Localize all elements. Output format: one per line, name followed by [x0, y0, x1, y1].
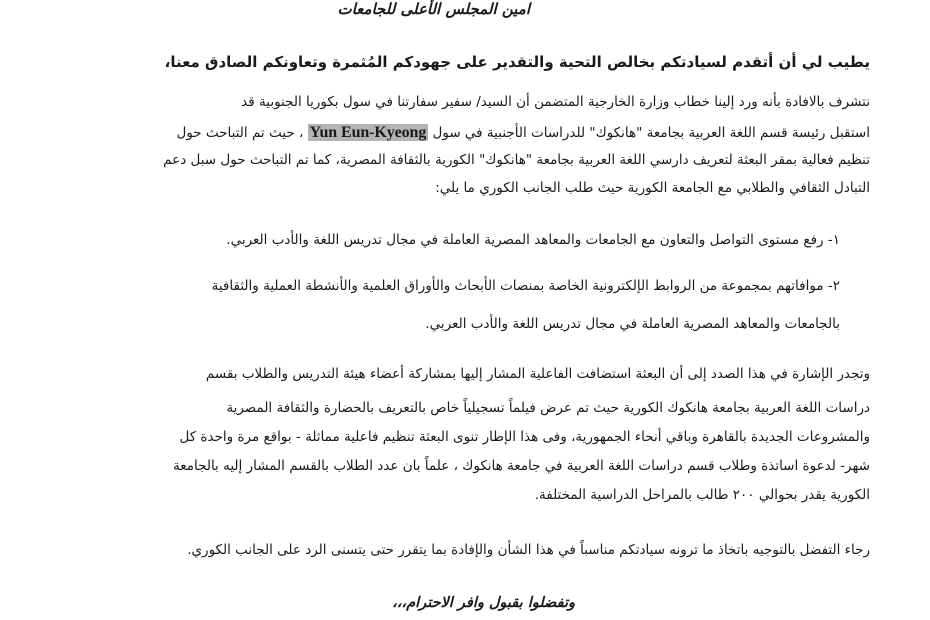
- paragraph1-line2-end: ، حيث تم التباحث حول: [176, 125, 304, 141]
- closing-line: وتفضلوا بقبول وافر الاحترام،،،: [392, 595, 575, 611]
- paragraph1-line4: التبادل الثقافي والطلابي مع الجامعة الكورية حيث طلب الجانب الكوري ما يلي:: [435, 180, 870, 196]
- request-item-2-line2: بالجامعات والمعاهد المصرية العاملة في مجال تدريس اللغة والأدب العربي.: [425, 316, 840, 332]
- paragraph1-line2: [177, 125, 870, 141]
- paragraph2-line2: دراسات اللغة العربية بجامعة هانكوك الكورية حيث تم عرض فيلماً تسجيلياً خاص بالتعريف بالحضارة والثقافة المصرية: [226, 400, 870, 416]
- request-item-2-line1: ٢- موافاتهم بمجموعة من الروابط الإلكترونية الخاصة بمنصات الأبحاث والأوراق العلمية والأنشطة العملية والثقافية: [211, 278, 840, 294]
- greeting-line: يطيب لي أن أتقدم لسيادتكم بخالص التحية والتقدير على جهودكم المُثمرة وتعاونكم الصادق معنا،: [164, 53, 870, 71]
- paragraph1-line2-start: استقبل رئيسة قسم اللغة العربية بجامعة "هانكوك" للدراسات الأجنبية في سول: [432, 125, 870, 141]
- paragraph1-line1: نتشرف بالافادة بأنه ورد إلينا خطاب وزارة الخارجية المتضمن أن السيد/ سفير سفارتنا في سول بكوريا الجنوبية قد: [241, 94, 870, 110]
- paragraph2-line1: وتجدر الإشارة في هذا الصدد إلى أن البعثة استضافت الفاعلية المشار إليها بمشاركة أعضاء هيئة التدريس والطلاب بقسم: [205, 366, 870, 382]
- request-line: رجاء التفضل بالتوجيه باتخاذ ما ترونه سيادتكم مناسباً في هذا الشأن والإفادة بما يتقرر حتى يتسنى الرد على الجانب الكوري.: [187, 542, 870, 558]
- request-item-1: ١- رفع مستوى التواصل والتعاون مع الجامعات والمعاهد المصرية العاملة في مجال تدريس اللغة والأدب العربي.: [226, 232, 840, 248]
- korean-name-highlight: Yun Eun-Kyeong: [309, 124, 427, 141]
- addressee-line: امين المجلس الأعلى للجامعات: [337, 0, 530, 18]
- paragraph2-line5: الكورية يقدر بحوالي ٢٠٠ طالب بالمراحل الدراسية المختلفة.: [534, 487, 870, 503]
- paragraph2-line3: والمشروعات الجديدة بالقاهرة وباقي أنحاء الجمهورية، وفى هذا الإطار تنوى البعثة تنظيم فاعلية مماثلة - بواقع مرة واحدة كل: [179, 429, 870, 445]
- paragraph1-line3: تنظيم فعالية بمقر البعثة لتعريف دارسي اللغة العربية بجامعة "هانكوك" الكورية بالثقافة المصرية، كما تم التباحث حول سبل دعم: [163, 152, 870, 168]
- paragraph2-line4: شهر- لدعوة اساتذة وطلاب قسم دراسات اللغة العربية في جامعة هانكوك ، علماً بان عدد الطلاب بالقسم المشار إليه بالجامعة: [173, 458, 870, 474]
